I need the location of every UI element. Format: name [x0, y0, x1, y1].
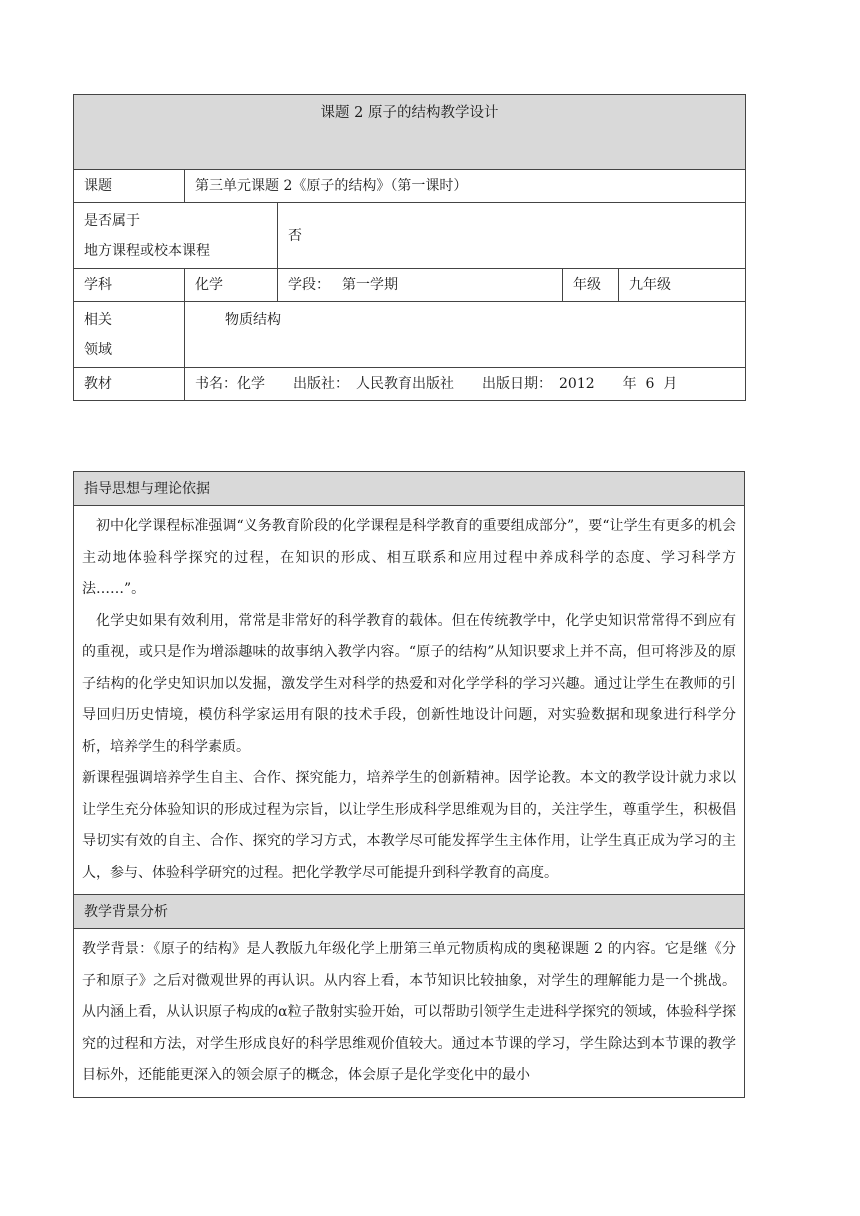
grade-value: 九年级 — [619, 269, 746, 302]
section-guiding-ideas-title: 指导思想与理论依据 — [74, 472, 745, 506]
section-background-body — [74, 929, 745, 1098]
section-background-title: 教学背景分析 — [74, 895, 745, 929]
stage-cell — [278, 269, 563, 302]
paragraph: 教学背景：《原子的结构》是人教版九年级化学上册第三单元物质构成的奥秘课题 2 的内容。它是继《分子和原子》之后对微观世界的再认识。从内容上看，本节知识比较抽象，对学生的理解能力是一个挑战。从内涵上看，从认识原子构成的α粒子散射实验开始，可以帮助引领学生走进科学探究的领域，体验科学探究的过程和方法，对学生形成良好的科学思维观价值较大。通过本节课的学习，学生除达到本节课的教学目标外，还能能更深入的领会原子的概念，体会原子是化学变化中的最小 — [82, 941, 736, 1083]
grade-label: 年级 — [563, 269, 619, 302]
local-course-value: 否 — [278, 203, 746, 269]
stage-value: 第一学期 — [342, 277, 398, 293]
local-course-label-line2: 地方课程或校本课程 — [84, 242, 210, 259]
topic-value: 第三单元课题 2《原子的结构》（第一课时） — [185, 170, 746, 203]
field-label-line1: 相关 — [84, 311, 112, 328]
lesson-title: 课题 2 原子的结构教学设计 — [74, 95, 746, 170]
topic-label: 课题 — [74, 170, 185, 203]
local-course-label — [74, 203, 278, 269]
subject-label: 学科 — [74, 269, 185, 302]
paragraph: 初中化学课程标准强调“义务教育阶段的化学课程是科学教育的重要组成部分”，要“让学生有更多的机会主动地体验科学探究的过程，在知识的形成、相互联系和应用过程中养成科学的态度、学习科学方法……”。 — [82, 518, 736, 597]
field-value: 物质结构 — [185, 302, 746, 368]
paragraph: 新课程强调培养学生自主、合作、探究能力，培养学生的创新精神。因学论教。本文的教学设计就力求以让学生充分体验知识的形成过程为宗旨，以让学生形成科学思维观为目的，关注学生，尊重学生，积极倡导切实有效的自主、合作、探究的学习方式，本教学尽可能发挥学生主体作用，让学生真正成为学习的主人，参与、体验科学研究的过程。把化学教学尽可能提升到科学教育的高度。 — [82, 770, 736, 881]
stage-label: 学段： — [288, 277, 330, 293]
paragraph: 化学史如果有效利用，常常是非常好的科学教育的载体。但在传统教学中，化学史知识常常得不到应有的重视，或只是作为增添趣味的故事纳入教学内容。“原子的结构”从知识要求上并不高，但可将涉及的原子结构的化学史知识加以发掘，激发学生对科学的热爱和对化学学科的学习兴趣。通过让学生在教师的引导回归历史情境，模仿科学家运用有限的技术手段，创新性地设计问题，对实验数据和现象进行科学分析，培养学生的科学素质。 — [82, 612, 736, 755]
subject-value: 化学 — [185, 269, 278, 302]
lesson-info-table — [73, 94, 746, 401]
analysis-table — [73, 471, 745, 1098]
section-guiding-ideas-body — [74, 506, 745, 895]
textbook-value: 书名：化学 出版社： 人民教育出版社 出版日期： 2012 年 6 月 — [185, 368, 746, 401]
field-label-line2: 领域 — [84, 341, 112, 358]
field-label — [74, 302, 185, 368]
textbook-label: 教材 — [74, 368, 185, 401]
local-course-label-line1: 是否属于 — [84, 212, 140, 229]
